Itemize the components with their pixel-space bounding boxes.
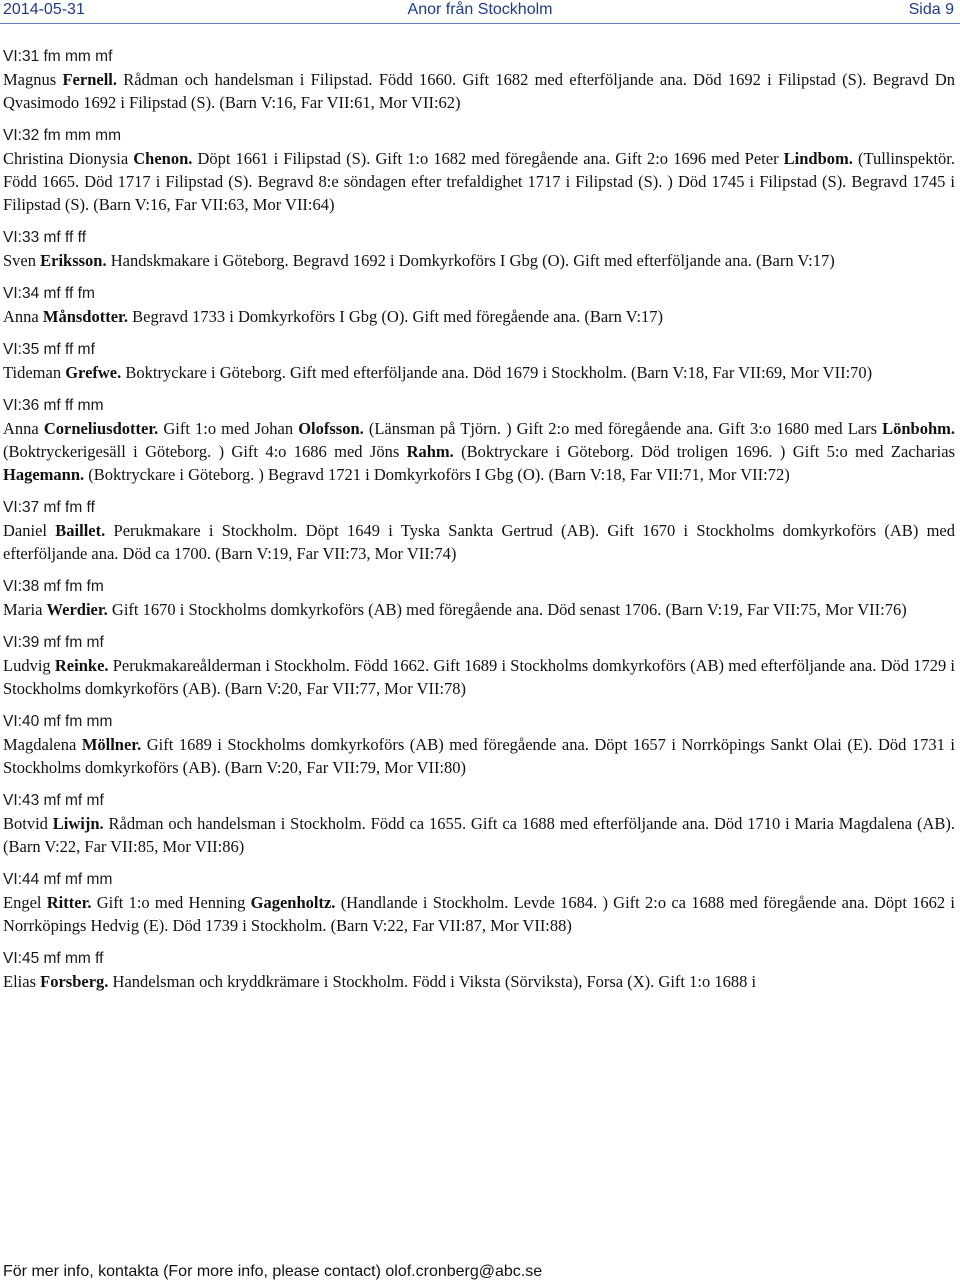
first-name: Magdalena bbox=[3, 735, 77, 754]
generation-code: VI:31 fm mm mf bbox=[3, 48, 113, 65]
generation-code: VI:44 mf mf mm bbox=[3, 871, 113, 888]
ancestor-entry bbox=[3, 576, 955, 621]
entry-details: (Tullinspektör. Född 1665. Död 1717 i Filipstad (S). Begravd 8:e söndagen efter trefaldighet 1717 i Filipstad (S). ) Död 1745 i Filipstad (S). Begravd 1745 i Filipstad (S). (Barn V:16, Far VII:63, Mor VII:64) bbox=[3, 149, 956, 214]
first-name: Sven bbox=[3, 251, 36, 270]
ancestor-list bbox=[3, 46, 955, 1004]
generation-code: VI:34 mf ff fm bbox=[3, 285, 95, 302]
entry-details: (Länsman på Tjörn. ) Gift 2:o med föregående ana. Gift 3:o 1680 med Lars bbox=[368, 419, 878, 438]
entry-text bbox=[3, 812, 955, 858]
first-name: Anna bbox=[3, 307, 39, 326]
page-footer: För mer info, kontakta (For more info, please contact) olof.cronberg@abc.se bbox=[3, 1263, 543, 1280]
entry-details: (Boktryckare i Göteborg. Död troligen 1696. ) Gift 5:o med Zacharias bbox=[461, 442, 956, 461]
ancestor-entry bbox=[3, 227, 955, 272]
first-name: Botvid bbox=[3, 814, 48, 833]
entry-text bbox=[3, 417, 955, 486]
first-name: Daniel bbox=[3, 521, 47, 540]
page-header bbox=[0, 0, 960, 22]
first-name: Ludvig bbox=[3, 656, 51, 675]
surname: Forsberg. bbox=[40, 972, 109, 991]
entry-details: Boktryckare i Göteborg. Gift med efterföljande ana. Död 1679 i Stockholm. (Barn V:18, Far VII:69, Mor VII:70) bbox=[125, 363, 873, 382]
entry-text bbox=[3, 654, 955, 700]
header-divider bbox=[0, 23, 960, 24]
generation-code: VI:36 mf ff mm bbox=[3, 397, 104, 414]
entry-details: Rådman och handelsman i Stockholm. Född ca 1655. Gift ca 1688 med efterföljande ana. Död 1710 i Maria Magdalena (AB). (Barn V:22, Far VII:85, Mor VII:86) bbox=[3, 814, 956, 856]
spouse-surname: Hagemann. bbox=[3, 465, 85, 484]
ancestor-entry bbox=[3, 790, 955, 858]
generation-code: VI:40 mf fm mm bbox=[3, 713, 113, 730]
surname: Månsdotter. bbox=[42, 307, 128, 326]
entry-text bbox=[3, 598, 955, 621]
surname: Eriksson. bbox=[40, 251, 107, 270]
entry-details: Gift 1689 i Stockholms domkyrkoförs (AB) med föregående ana. Döpt 1657 i Norrköpings Sankt Olai (E). Död 1731 i Stockholms domkyrkoförs (AB). (Barn V:20, Far VII:79, Mor VII:80) bbox=[3, 735, 956, 777]
entry-details: Handskmakare i Göteborg. Begravd 1692 i Domkyrkoförs I Gbg (O). Gift med efterföljande ana. (Barn V:17) bbox=[110, 251, 835, 270]
generation-code: VI:37 mf fm ff bbox=[3, 499, 95, 516]
ancestor-entry bbox=[3, 46, 955, 114]
entry-text bbox=[3, 519, 955, 565]
entry-details: Handelsman och kryddkrämare i Stockholm. Född i Viksta (Sörviksta), Forsa (X). Gift 1:o 1688 i bbox=[112, 972, 757, 991]
ancestor-entry bbox=[3, 948, 955, 993]
first-name: Elias bbox=[3, 972, 36, 991]
entry-details: (Boktryckare i Göteborg. ) Begravd 1721 i Domkyrkoförs I Gbg (O). (Barn V:18, Far VII:71, Mor VII:72) bbox=[88, 465, 790, 484]
surname: Liwijn. bbox=[52, 814, 104, 833]
ancestor-entry bbox=[3, 711, 955, 779]
generation-code: VI:45 mf mm ff bbox=[3, 950, 104, 967]
entry-text bbox=[3, 249, 955, 272]
entry-details: Gift 1670 i Stockholms domkyrkoförs (AB) med föregående ana. Död senast 1706. (Barn V:19, Far VII:75, Mor VII:76) bbox=[111, 600, 907, 619]
ancestor-entry bbox=[3, 283, 955, 328]
header-page-number: Sida 9 bbox=[908, 1, 954, 18]
generation-code: VI:35 mf ff mf bbox=[3, 341, 95, 358]
surname: Reinke. bbox=[54, 656, 109, 675]
entry-details: Gift 1:o med Johan bbox=[163, 419, 294, 438]
entry-text bbox=[3, 361, 955, 384]
entry-text bbox=[3, 733, 955, 779]
header-title: Anor från Stockholm bbox=[407, 1, 553, 18]
generation-code: VI:43 mf mf mf bbox=[3, 792, 104, 809]
entry-text bbox=[3, 891, 955, 937]
ancestor-entry bbox=[3, 632, 955, 700]
entry-text bbox=[3, 305, 955, 328]
surname: Chenon. bbox=[133, 149, 193, 168]
surname: Möllner. bbox=[81, 735, 142, 754]
entry-text bbox=[3, 68, 955, 114]
first-name: Christina Dionysia bbox=[3, 149, 129, 168]
entry-text bbox=[3, 147, 955, 216]
entry-text bbox=[3, 970, 955, 993]
surname: Ritter. bbox=[46, 893, 92, 912]
first-name: Magnus bbox=[3, 70, 57, 89]
surname: Baillet. bbox=[55, 521, 106, 540]
generation-code: VI:32 fm mm mm bbox=[3, 127, 121, 144]
entry-details: Döpt 1661 i Filipstad (S). Gift 1:o 1682 med föregående ana. Gift 2:o 1696 med Peter bbox=[197, 149, 779, 168]
first-name: Tideman bbox=[3, 363, 62, 382]
surname: Grefwe. bbox=[65, 363, 122, 382]
spouse-surname: Lindbom. bbox=[783, 149, 853, 168]
ancestor-entry bbox=[3, 869, 955, 937]
entry-details: Perukmakareålderman i Stockholm. Född 1662. Gift 1689 i Stockholms domkyrkoförs (AB) med efterföljande ana. Död 1729 i Stockholms domkyrkoförs (AB). (Barn V:20, Far VII:77, Mor VII:78) bbox=[3, 656, 956, 698]
ancestor-entry bbox=[3, 395, 955, 486]
ancestor-entry bbox=[3, 497, 955, 565]
spouse-surname: Gagenholtz. bbox=[250, 893, 336, 912]
header-date: 2014-05-31 bbox=[3, 1, 85, 18]
entry-details: Perukmakare i Stockholm. Döpt 1649 i Tyska Sankta Gertrud (AB). Gift 1670 i Stockholms domkyrkoförs (AB) med efterföljande ana. Död ca 1700. (Barn V:19, Far VII:73, Mor VII:74) bbox=[3, 521, 956, 563]
generation-code: VI:38 mf fm fm bbox=[3, 578, 104, 595]
spouse-surname: Olofsson. bbox=[298, 419, 364, 438]
surname: Fernell. bbox=[62, 70, 117, 89]
spouse-surname: Rahm. bbox=[406, 442, 454, 461]
entry-details: Gift 1:o med Henning bbox=[96, 893, 246, 912]
spouse-surname: Lönbohm. bbox=[882, 419, 956, 438]
generation-code: VI:39 mf fm mf bbox=[3, 634, 104, 651]
surname: Werdier. bbox=[46, 600, 108, 619]
entry-details: Begravd 1733 i Domkyrkoförs I Gbg (O). Gift med föregående ana. (Barn V:17) bbox=[132, 307, 664, 326]
first-name: Anna bbox=[3, 419, 39, 438]
generation-code: VI:33 mf ff ff bbox=[3, 229, 86, 246]
entry-details: Rådman och handelsman i Filipstad. Född 1660. Gift 1682 med efterföljande ana. Död 1692 i Filipstad (S). Begravd Dn Qvasimodo 1692 i Filipstad (S). (Barn V:16, Far VII:61, Mor VII:62) bbox=[3, 70, 956, 112]
entry-details: (Handlande i Stockholm. Levde 1684. ) Gift 2:o ca 1688 med föregående ana. Döpt 1662 i Norrköpings Hedvig (E). Död 1739 i Stockholm. (Barn V:22, Far VII:87, Mor VII:88) bbox=[3, 893, 956, 935]
first-name: Engel bbox=[3, 893, 42, 912]
surname: Corneliusdotter. bbox=[43, 419, 159, 438]
ancestor-entry bbox=[3, 125, 955, 216]
first-name: Maria bbox=[3, 600, 43, 619]
entry-details: (Boktryckerigesäll i Göteborg. ) Gift 4:o 1686 med Jöns bbox=[3, 442, 400, 461]
ancestor-entry bbox=[3, 339, 955, 384]
